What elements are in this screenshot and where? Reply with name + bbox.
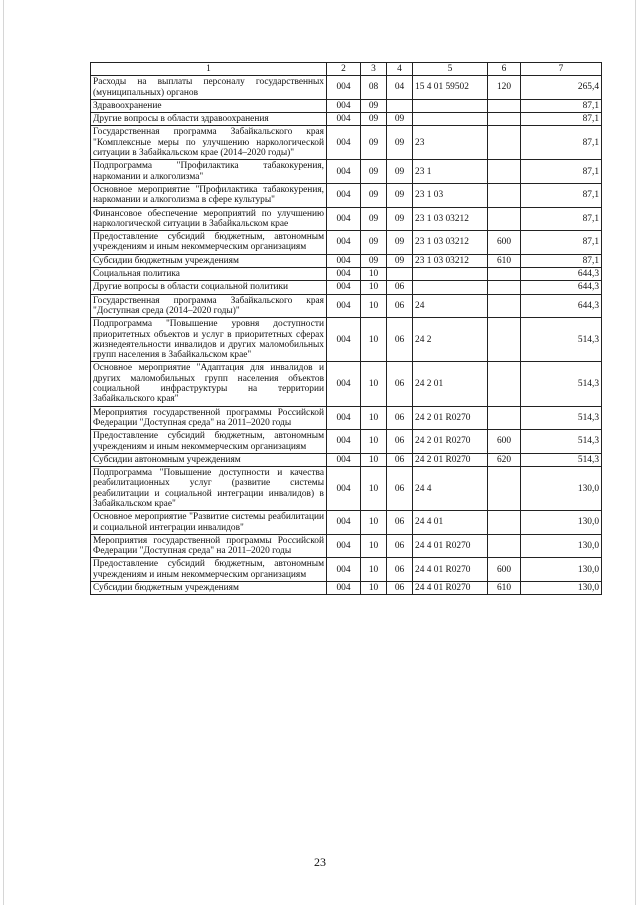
section-code-cell: 09 <box>361 207 387 231</box>
expense-type-code-cell: 610 <box>488 254 521 267</box>
expense-type-code-cell <box>488 467 521 511</box>
subsection-code-cell: 09 <box>387 231 413 255</box>
ministry-code-cell: 004 <box>327 113 361 126</box>
expense-type-code-cell <box>488 268 521 281</box>
amount-cell: 514,3 <box>521 453 602 466</box>
ministry-code-cell: 004 <box>327 534 361 558</box>
item-name-cell: Подпрограмма "Повышение доступности и качества реабилитационных услуг (развитие системы реабилитации и социальной интеграции инвалидов) в Забайкальском крае" <box>91 467 327 511</box>
item-name-cell: Государственная программа Забайкальского края "Доступная среда (2014–2020 годы)" <box>91 294 327 318</box>
table-row <box>91 318 602 362</box>
table-row <box>91 160 602 184</box>
target-article-code-cell <box>413 281 488 294</box>
header-col-2: 2 <box>327 63 361 76</box>
item-name-cell: Предоставление субсидий бюджетным, автономным учреждениям и иным некоммерческим организациям <box>91 231 327 255</box>
section-code-cell: 10 <box>361 281 387 294</box>
subsection-code-cell: 06 <box>387 362 413 406</box>
amount-cell: 130,0 <box>521 467 602 511</box>
ministry-code-cell: 004 <box>327 558 361 582</box>
table-row <box>91 362 602 406</box>
section-code-cell: 09 <box>361 254 387 267</box>
amount-cell: 514,3 <box>521 430 602 454</box>
subsection-code-cell: 06 <box>387 406 413 430</box>
header-col-1: 1 <box>91 63 327 76</box>
amount-cell: 514,3 <box>521 406 602 430</box>
section-code-cell: 09 <box>361 183 387 207</box>
item-name-cell: Основное мероприятие "Развитие системы реабилитации и социальной интеграции инвалидов" <box>91 511 327 535</box>
expense-type-code-cell <box>488 511 521 535</box>
expense-type-code-cell <box>488 113 521 126</box>
expense-type-code-cell: 600 <box>488 231 521 255</box>
amount-cell: 87,1 <box>521 113 602 126</box>
ministry-code-cell: 004 <box>327 511 361 535</box>
section-code-cell: 10 <box>361 268 387 281</box>
target-article-code-cell: 23 1 03 03212 <box>413 231 488 255</box>
table-body <box>91 76 602 595</box>
target-article-code-cell: 24 4 01 R0270 <box>413 558 488 582</box>
expense-type-code-cell <box>488 362 521 406</box>
expense-type-code-cell: 610 <box>488 582 521 595</box>
section-code-cell: 10 <box>361 582 387 595</box>
amount-cell: 87,1 <box>521 254 602 267</box>
subsection-code-cell: 06 <box>387 534 413 558</box>
amount-cell: 87,1 <box>521 160 602 184</box>
ministry-code-cell: 004 <box>327 160 361 184</box>
section-code-cell: 10 <box>361 294 387 318</box>
header-row <box>91 63 602 76</box>
subsection-code-cell <box>387 99 413 112</box>
scan-edge-left <box>3 0 4 905</box>
subsection-code-cell: 04 <box>387 76 413 100</box>
target-article-code-cell: 24 4 01 R0270 <box>413 534 488 558</box>
target-article-code-cell <box>413 113 488 126</box>
amount-cell: 87,1 <box>521 126 602 160</box>
budget-table <box>90 62 602 595</box>
section-code-cell: 10 <box>361 318 387 362</box>
ministry-code-cell: 004 <box>327 76 361 100</box>
subsection-code-cell: 06 <box>387 511 413 535</box>
target-article-code-cell: 24 <box>413 294 488 318</box>
ministry-code-cell: 004 <box>327 254 361 267</box>
target-article-code-cell: 23 1 <box>413 160 488 184</box>
subsection-code-cell: 06 <box>387 582 413 595</box>
table-row <box>91 99 602 112</box>
ministry-code-cell: 004 <box>327 430 361 454</box>
subsection-code-cell: 06 <box>387 467 413 511</box>
section-code-cell: 10 <box>361 467 387 511</box>
section-code-cell: 10 <box>361 453 387 466</box>
ministry-code-cell: 004 <box>327 281 361 294</box>
expense-type-code-cell: 620 <box>488 453 521 466</box>
item-name-cell: Субсидии автономным учреждениям <box>91 453 327 466</box>
item-name-cell: Предоставление субсидий бюджетным, автономным учреждениям и иным некоммерческим организациям <box>91 558 327 582</box>
target-article-code-cell: 24 2 <box>413 318 488 362</box>
ministry-code-cell: 004 <box>327 126 361 160</box>
table-row <box>91 534 602 558</box>
expense-type-code-cell <box>488 318 521 362</box>
expense-type-code-cell <box>488 294 521 318</box>
section-code-cell: 09 <box>361 99 387 112</box>
amount-cell: 87,1 <box>521 99 602 112</box>
ministry-code-cell: 004 <box>327 268 361 281</box>
ministry-code-cell: 004 <box>327 467 361 511</box>
table-row <box>91 268 602 281</box>
ministry-code-cell: 004 <box>327 207 361 231</box>
item-name-cell: Расходы на выплаты персоналу государственных (муниципальных) органов <box>91 76 327 100</box>
section-code-cell: 10 <box>361 511 387 535</box>
target-article-code-cell: 23 1 03 03212 <box>413 207 488 231</box>
ministry-code-cell: 004 <box>327 318 361 362</box>
item-name-cell: Подпрограмма "Повышение уровня доступности приоритетных объектов и услуг в приоритетных сферах жизнедеятельности инвалидов и других маломобильных групп населения в Забайкальском крае" <box>91 318 327 362</box>
item-name-cell: Основное мероприятие "Профилактика табакокурения, наркомании и алкоголизма в сфере культуры" <box>91 183 327 207</box>
scan-edge-right <box>635 0 636 905</box>
header-col-5: 5 <box>413 63 488 76</box>
ministry-code-cell: 004 <box>327 231 361 255</box>
target-article-code-cell: 24 2 01 R0270 <box>413 453 488 466</box>
ministry-code-cell: 004 <box>327 99 361 112</box>
subsection-code-cell <box>387 268 413 281</box>
subsection-code-cell: 09 <box>387 183 413 207</box>
ministry-code-cell: 004 <box>327 582 361 595</box>
item-name-cell: Мероприятия государственной программы Российской Федерации "Доступная среда" на 2011–2020 годы <box>91 534 327 558</box>
amount-cell: 514,3 <box>521 362 602 406</box>
subsection-code-cell: 06 <box>387 430 413 454</box>
item-name-cell: Социальная политика <box>91 268 327 281</box>
item-name-cell: Другие вопросы в области здравоохранения <box>91 113 327 126</box>
ministry-code-cell: 004 <box>327 362 361 406</box>
expense-type-code-cell <box>488 281 521 294</box>
section-code-cell: 09 <box>361 231 387 255</box>
section-code-cell: 08 <box>361 76 387 100</box>
subsection-code-cell: 06 <box>387 453 413 466</box>
table-row <box>91 113 602 126</box>
amount-cell: 87,1 <box>521 207 602 231</box>
expense-type-code-cell <box>488 160 521 184</box>
target-article-code-cell <box>413 268 488 281</box>
expense-type-code-cell <box>488 126 521 160</box>
amount-cell: 130,0 <box>521 558 602 582</box>
item-name-cell: Другие вопросы в области социальной политики <box>91 281 327 294</box>
table-row <box>91 430 602 454</box>
expense-type-code-cell <box>488 183 521 207</box>
item-name-cell: Субсидии бюджетным учреждениям <box>91 254 327 267</box>
amount-cell: 514,3 <box>521 318 602 362</box>
header-col-6: 6 <box>488 63 521 76</box>
amount-cell: 87,1 <box>521 183 602 207</box>
expense-type-code-cell: 120 <box>488 76 521 100</box>
target-article-code-cell: 15 4 01 59502 <box>413 76 488 100</box>
table-row <box>91 183 602 207</box>
amount-cell: 130,0 <box>521 582 602 595</box>
section-code-cell: 10 <box>361 534 387 558</box>
header-col-4: 4 <box>387 63 413 76</box>
section-code-cell: 10 <box>361 430 387 454</box>
subsection-code-cell: 09 <box>387 126 413 160</box>
target-article-code-cell: 24 4 01 <box>413 511 488 535</box>
table-row <box>91 76 602 100</box>
target-article-code-cell: 23 1 03 03212 <box>413 254 488 267</box>
target-article-code-cell: 24 4 01 R0270 <box>413 582 488 595</box>
table-row <box>91 467 602 511</box>
section-code-cell: 10 <box>361 362 387 406</box>
ministry-code-cell: 004 <box>327 406 361 430</box>
amount-cell: 644,3 <box>521 268 602 281</box>
amount-cell: 644,3 <box>521 281 602 294</box>
item-name-cell: Здравоохранение <box>91 99 327 112</box>
expense-type-code-cell: 600 <box>488 558 521 582</box>
table-row <box>91 453 602 466</box>
amount-cell: 87,1 <box>521 231 602 255</box>
amount-cell: 265,4 <box>521 76 602 100</box>
item-name-cell: Предоставление субсидий бюджетным, автономным учреждениям и иным некоммерческим организациям <box>91 430 327 454</box>
table-row <box>91 254 602 267</box>
table-row <box>91 511 602 535</box>
expense-type-code-cell <box>488 99 521 112</box>
table-row <box>91 281 602 294</box>
subsection-code-cell: 06 <box>387 558 413 582</box>
ministry-code-cell: 004 <box>327 294 361 318</box>
subsection-code-cell: 09 <box>387 160 413 184</box>
target-article-code-cell: 23 <box>413 126 488 160</box>
target-article-code-cell: 24 2 01 R0270 <box>413 430 488 454</box>
item-name-cell: Подпрограмма "Профилактика табакокурения, наркомании и алкоголизма" <box>91 160 327 184</box>
table-row <box>91 207 602 231</box>
expense-type-code-cell <box>488 406 521 430</box>
item-name-cell: Мероприятия государственной программы Российской Федерации "Доступная среда" на 2011–2020 годы <box>91 406 327 430</box>
section-code-cell: 09 <box>361 113 387 126</box>
item-name-cell: Субсидии бюджетным учреждениям <box>91 582 327 595</box>
expense-type-code-cell <box>488 207 521 231</box>
target-article-code-cell: 24 2 01 <box>413 362 488 406</box>
subsection-code-cell: 06 <box>387 318 413 362</box>
subsection-code-cell: 09 <box>387 207 413 231</box>
target-article-code-cell: 24 2 01 R0270 <box>413 406 488 430</box>
amount-cell: 130,0 <box>521 511 602 535</box>
section-code-cell: 09 <box>361 126 387 160</box>
ministry-code-cell: 004 <box>327 453 361 466</box>
table-row <box>91 558 602 582</box>
expense-type-code-cell <box>488 534 521 558</box>
subsection-code-cell: 06 <box>387 294 413 318</box>
table-row <box>91 582 602 595</box>
target-article-code-cell: 24 4 <box>413 467 488 511</box>
header-col-3: 3 <box>361 63 387 76</box>
section-code-cell: 09 <box>361 160 387 184</box>
page-number: 23 <box>314 855 326 869</box>
item-name-cell: Основное мероприятие "Адаптация для инвалидов и других маломобильных групп населения объектов социальной инфраструктуры на территории Забайкальского края" <box>91 362 327 406</box>
expense-type-code-cell: 600 <box>488 430 521 454</box>
amount-cell: 644,3 <box>521 294 602 318</box>
target-article-code-cell <box>413 99 488 112</box>
item-name-cell: Финансовое обеспечение мероприятий по улучшению наркологической ситуации в Забайкальском крае <box>91 207 327 231</box>
subsection-code-cell: 09 <box>387 113 413 126</box>
header-col-7: 7 <box>521 63 602 76</box>
section-code-cell: 10 <box>361 406 387 430</box>
ministry-code-cell: 004 <box>327 183 361 207</box>
table-row <box>91 126 602 160</box>
section-code-cell: 10 <box>361 558 387 582</box>
subsection-code-cell: 09 <box>387 254 413 267</box>
subsection-code-cell: 06 <box>387 281 413 294</box>
table-row <box>91 406 602 430</box>
table-header <box>91 63 602 76</box>
table-row <box>91 231 602 255</box>
target-article-code-cell: 23 1 03 <box>413 183 488 207</box>
item-name-cell: Государственная программа Забайкальского края "Комплексные меры по улучшению наркологической ситуации в Забайкальском крае (2014–2020 годы)" <box>91 126 327 160</box>
table-row <box>91 294 602 318</box>
amount-cell: 130,0 <box>521 534 602 558</box>
